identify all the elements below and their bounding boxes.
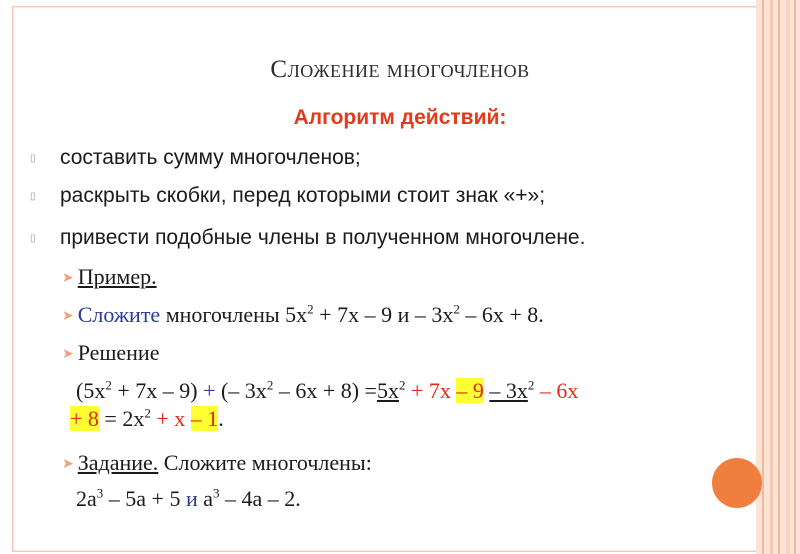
exercise-text: Сложите многочлены: [158, 450, 372, 475]
algorithm-heading: Алгоритм действий: [293, 106, 507, 129]
decor-circle [712, 458, 762, 508]
task-text: – 6х + 8. [459, 302, 544, 327]
solution-line-1: $(5х^2 + 7х - 9)$ + (– $3х^2 - 6х + 8) =5х^2 + 7х - 9 - 3х^2 - 6х$ [76, 377, 579, 403]
expr-part: 2а [76, 486, 97, 511]
expr-part: – 4а – 2. [219, 486, 301, 511]
bullet-icon: ▯ [30, 152, 36, 164]
arrow-bullet-icon: ➤ [62, 457, 74, 473]
list-item [30, 146, 361, 170]
list-item [30, 184, 545, 208]
solution-label: Решение [77, 340, 160, 365]
solution-label-row [62, 340, 159, 366]
bullet-icon: ▯ [30, 190, 36, 202]
exercise-label: Задание. [77, 450, 159, 475]
slide-title: Сложение многочленов [270, 56, 530, 83]
task-verb: Сложите [77, 302, 161, 327]
task-row [62, 302, 544, 328]
bullet-icon: ▯ [30, 232, 36, 244]
expr-part: – 5а + 5 [103, 486, 186, 511]
exponent: 2 [453, 301, 460, 317]
solution-line-2: + $8 = 2х^2 + х - 1$. [70, 405, 224, 431]
step-text: раскрыть скобки, перед которыми стоит знак «+»; [60, 184, 546, 207]
exercise-expression [76, 486, 301, 512]
example-label: Пример. [77, 264, 157, 289]
exponent: 3 [96, 485, 104, 501]
arrow-bullet-icon: ➤ [62, 271, 74, 287]
arrow-bullet-icon: ➤ [62, 347, 74, 363]
list-item [30, 226, 585, 250]
exponent: 3 [212, 485, 220, 501]
arrow-bullet-icon: ➤ [62, 309, 74, 325]
example-label-row [62, 264, 157, 290]
step-text: привести подобные члены в полученном многочлене. [60, 226, 586, 249]
expr-conjunction: и [185, 486, 198, 511]
exercise-row [62, 450, 372, 476]
task-text: многочлены 5х [160, 302, 308, 327]
expr-part: а [197, 486, 213, 511]
step-text: составить сумму многочленов; [60, 146, 361, 169]
task-text: + 7х – 9 и – 3х [313, 302, 454, 327]
exponent: 2 [307, 301, 314, 317]
